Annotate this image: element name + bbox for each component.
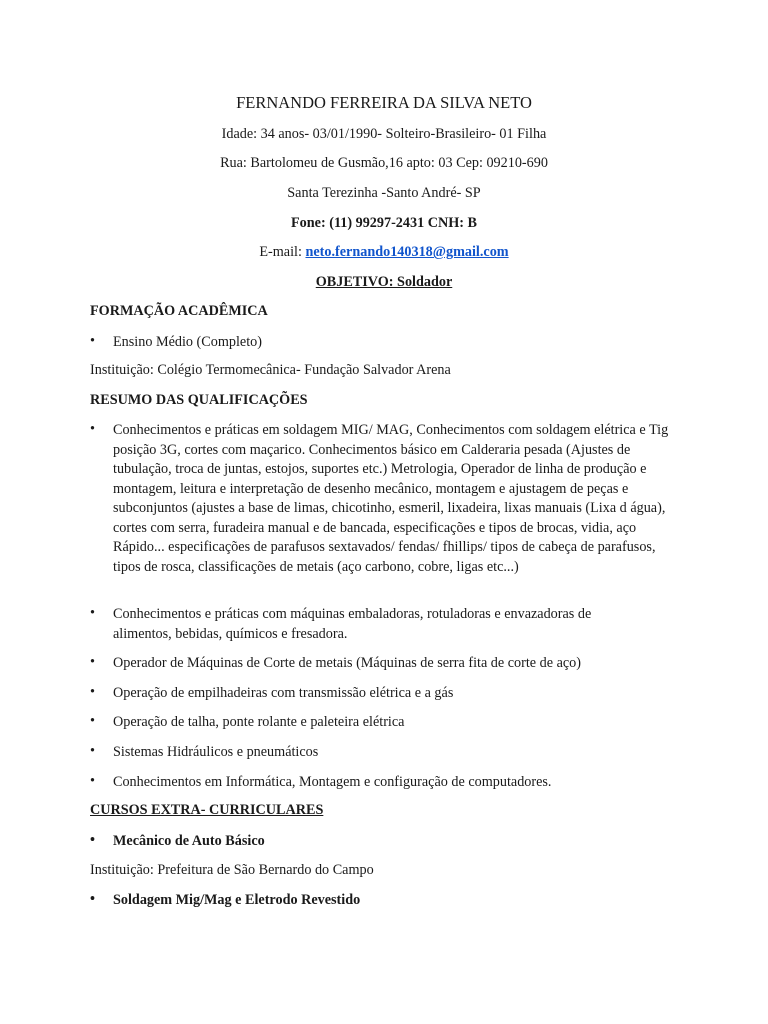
list-item <box>90 832 680 852</box>
list-item-text: Conhecimentos e práticas com máquinas embaladoras, rotuladoras e envazadoras de alimentos, bebidas, químicos e fresadora. <box>113 606 592 642</box>
bullet-icon: • <box>90 605 95 621</box>
list-item-text: Soldagem Mig/Mag e Eletrodo Revestido <box>113 892 361 908</box>
bullet-icon: • <box>90 421 95 437</box>
list-item <box>90 743 680 763</box>
list-item-text: Ensino Médio (Completo) <box>113 334 262 350</box>
list-item-text: Conhecimentos em Informática, Montagem e configuração de computadores. <box>113 774 552 790</box>
phone-line: Fone: (11) 99297-2431 CNH: B <box>291 215 477 231</box>
list-item <box>90 654 680 674</box>
list-item-text: Operação de empilhadeiras com transmissão elétrica e a gás <box>113 685 454 701</box>
list-item <box>90 773 680 793</box>
personal-info-line: Idade: 34 anos- 03/01/1990- Solteiro-Brasileiro- 01 Filha <box>221 126 547 142</box>
address-line: Rua: Bartolomeu de Gusmão,16 apto: 03 Cep: 09210-690 <box>220 155 548 171</box>
bullet-icon: • <box>90 713 95 729</box>
list-item-text: Operação de talha, ponte rolante e paleteira elétrica <box>113 714 405 730</box>
bullet-icon: • <box>90 891 95 907</box>
list-item-text: Operador de Máquinas de Corte de metais (Máquinas de serra fita de corte de aço) <box>113 655 581 671</box>
list-item <box>90 421 680 577</box>
city-line: Santa Terezinha -Santo André- SP <box>287 185 481 201</box>
bullet-icon: • <box>90 743 95 759</box>
email-label: E-mail: <box>259 244 306 260</box>
section-formacao-title: FORMAÇÃO ACADÊMICA <box>90 303 268 319</box>
section-cursos-title: CURSOS EXTRA- CURRICULARES <box>90 802 324 818</box>
candidate-name: FERNANDO FERREIRA DA SILVA NETO <box>236 93 532 112</box>
section-resumo-title: RESUMO DAS QUALIFICAÇÕES <box>90 392 308 408</box>
list-item <box>90 684 680 704</box>
objective-line: OBJETIVO: Soldador <box>315 274 453 290</box>
list-item-text: Conhecimentos e práticas em soldagem MIG/ MAG, Conhecimentos com soldagem elétrica e Tig posição 3G, cortes com maçarico. Conhecimentos básico em Calderaria pesada (Ajustes de tubulação, troca de juntas, estojos, suportes etc.) Metrologia, Operador de linha de produção e montagem, leitura e interpretação de desenho mecânico, montagem e ajustagem de peças e subconjuntos (ajustes a base de limas, chicotinho, esmeril, lixadeira, lixas manuais (Lixa d água), cortes com serra, furadeira manual e de bancada, especificações e tipos de brocas, vidia, aço Rápido... especificações de parafusos sextavados/ fendas/ fhillips/ tipos de cabeça de parafusos, tipos de rosca, classificações de metais (aço carbono, cobre, ligas etc...) <box>113 422 669 575</box>
list-item-text: Sistemas Hidráulicos e pneumáticos <box>113 744 319 760</box>
formacao-institution: Instituição: Colégio Termomecânica- Fundação Salvador Arena <box>90 362 451 378</box>
email-link[interactable]: neto.fernando140318@gmail.com <box>305 244 509 260</box>
bullet-icon: • <box>90 684 95 700</box>
list-item <box>90 605 680 644</box>
list-item <box>90 333 680 353</box>
list-item-text: Mecânico de Auto Básico <box>113 833 265 849</box>
list-item <box>90 713 680 733</box>
email-line <box>0 244 768 261</box>
curso-institution: Instituição: Prefeitura de São Bernardo do Campo <box>90 862 374 878</box>
bullet-icon: • <box>90 333 95 349</box>
bullet-icon: • <box>90 654 95 670</box>
list-item <box>90 891 680 911</box>
bullet-icon: • <box>90 773 95 789</box>
bullet-icon: • <box>90 832 95 848</box>
